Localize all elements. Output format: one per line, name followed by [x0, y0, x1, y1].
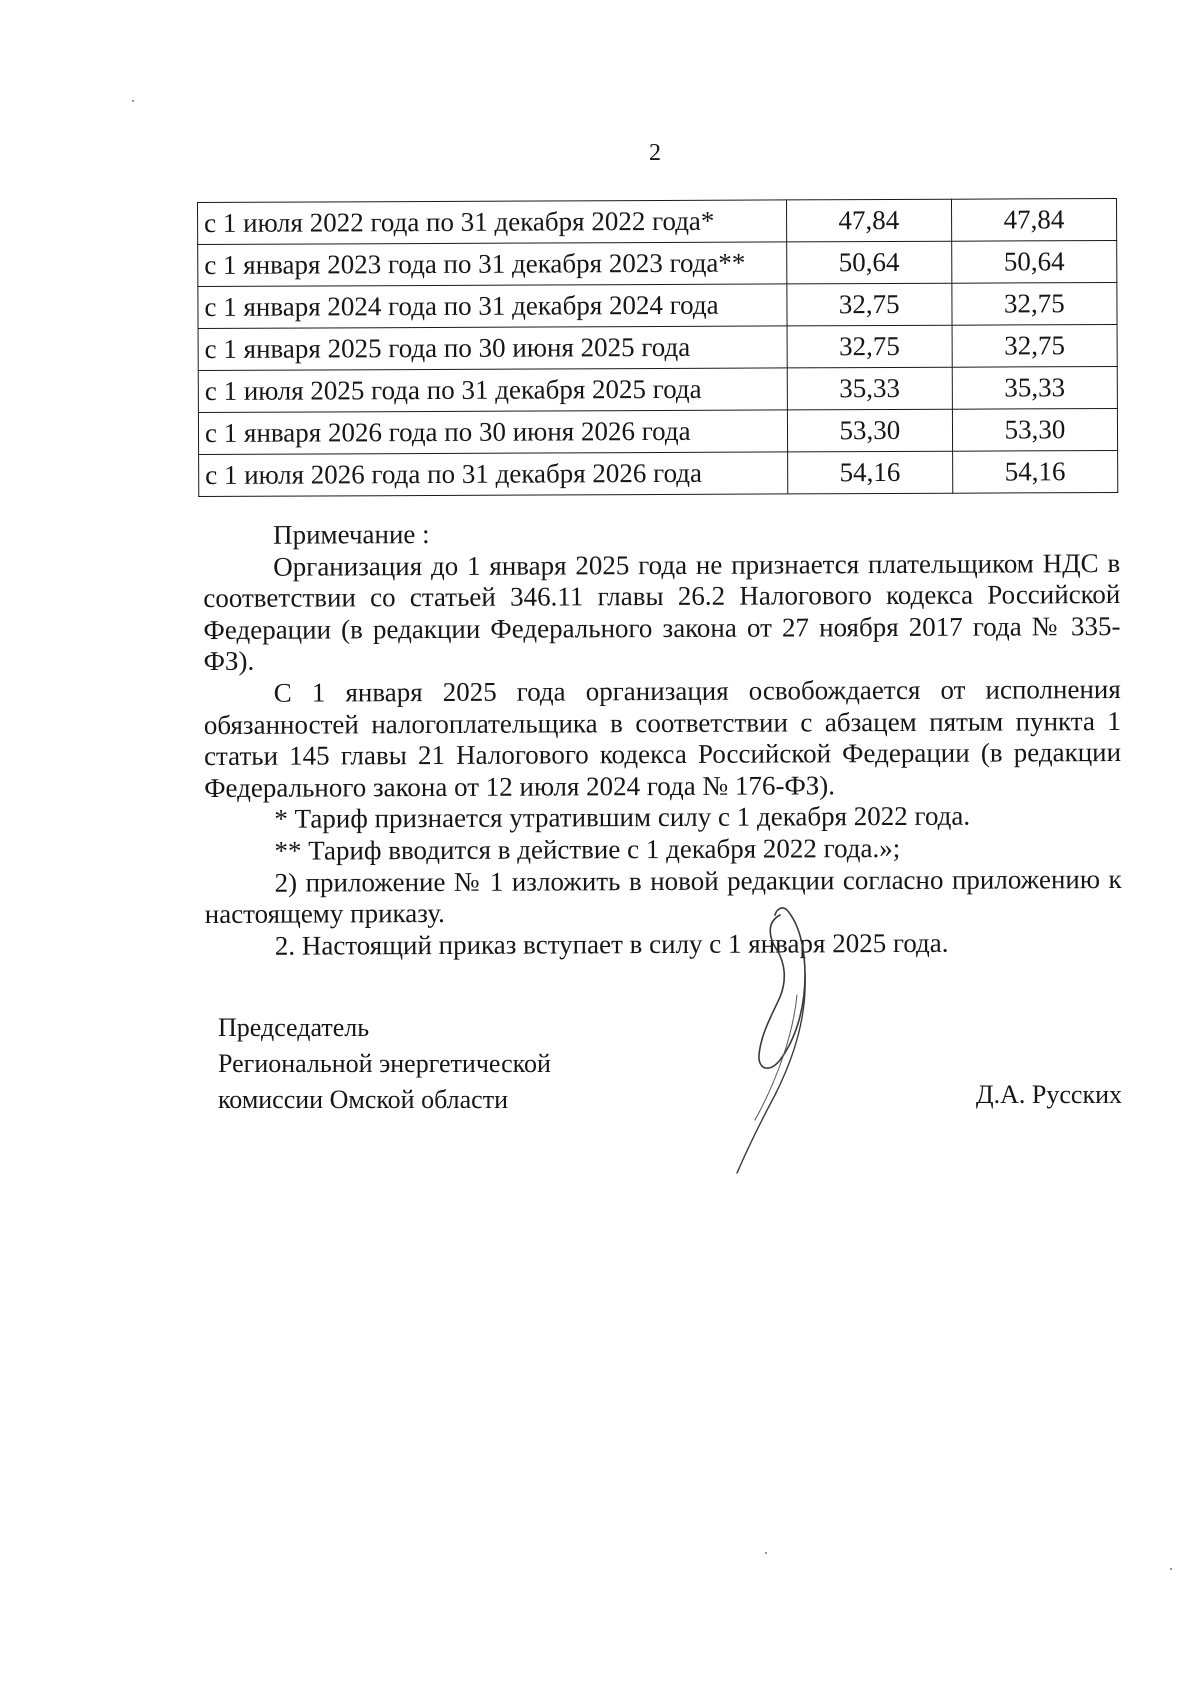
period-cell: с 1 января 2025 года по 30 июня 2025 года	[198, 326, 787, 371]
period-cell: с 1 января 2026 года по 30 июня 2026 года	[198, 410, 787, 455]
table-body	[198, 198, 1118, 496]
scan-speck	[765, 1552, 767, 1554]
note-heading: Примечание :	[272, 519, 430, 550]
handwritten-signature	[725, 905, 865, 1175]
main-text	[203, 516, 1122, 962]
clause-2: 2. Настоящий приказ вступает в силу с 1 января 2025 года.	[274, 927, 949, 961]
table-row	[198, 240, 1117, 286]
value-cell-2: 50,64	[952, 240, 1117, 283]
signatory-title	[218, 1010, 551, 1118]
signatory-title-line-3: комиссии Омской области	[218, 1085, 508, 1114]
value-cell-2: 53,30	[952, 408, 1117, 451]
table-row	[198, 282, 1117, 328]
period-cell: с 1 июля 2026 года по 31 декабря 2026 года	[199, 452, 788, 497]
scan-speck	[132, 100, 134, 102]
value-cell-2: 32,75	[952, 282, 1117, 325]
note-paragraph-2: С 1 января 2025 года организация освобождается от исполнения обязанностей налогоплательщика в соответствии с абзацем пятым пункта 1 статьи 145 главы 21 Налогового кодекса Российской Федерации (в редакции Федерального закона от 12 июля 2024 года № 176-ФЗ).	[203, 673, 1122, 803]
signer-name: Д.А. Русских	[975, 1080, 1122, 1109]
value-cell-1: 50,64	[786, 241, 951, 284]
value-cell-1: 32,75	[787, 325, 952, 368]
table-row	[198, 408, 1117, 454]
tariff-table	[197, 198, 1118, 497]
value-cell-2: 54,16	[952, 450, 1117, 493]
period-cell: с 1 января 2023 года по 31 декабря 2023 года**	[198, 242, 787, 287]
footnote-1: * Тариф признается утратившим силу с 1 декабря 2022 года.	[274, 800, 971, 835]
period-cell: с 1 июля 2022 года по 31 декабря 2022 года*	[198, 200, 787, 245]
table-row	[198, 324, 1117, 370]
value-cell-1: 32,75	[787, 283, 952, 326]
value-cell-2: 47,84	[951, 198, 1116, 241]
table-row	[198, 366, 1117, 412]
period-cell: с 1 января 2024 года по 31 декабря 2024 года	[198, 284, 787, 329]
value-cell-1: 53,30	[787, 409, 952, 452]
scan-speck	[1170, 1568, 1172, 1570]
value-cell-2: 35,33	[952, 366, 1117, 409]
table-row	[198, 198, 1117, 244]
signatory-title-line-2: Региональной энергетической	[218, 1049, 551, 1078]
footnote-2: ** Тариф вводится в действие с 1 декабря 2022 года.»;	[274, 832, 901, 866]
signatory-title-line-1: Председатель	[218, 1013, 370, 1042]
value-cell-2: 32,75	[952, 324, 1117, 367]
table-row	[199, 450, 1118, 496]
value-cell-1: 35,33	[787, 367, 952, 410]
value-cell-1: 47,84	[786, 199, 951, 242]
item-2: 2) приложение № 1 изложить в новой редакции согласно приложению к настоящему приказу.	[204, 863, 1122, 930]
value-cell-1: 54,16	[787, 451, 952, 494]
note-paragraph-1: Организация до 1 января 2025 года не признается плательщиком НДС в соответствии со статьей 346.11 главы 26.2 Налогового кодекса Российской Федерации (в редакции Федерального закона от 27 ноября 2017 года № 335-ФЗ).	[203, 547, 1121, 677]
period-cell: с 1 июля 2025 года по 31 декабря 2025 года	[198, 368, 787, 413]
page-number: 2	[649, 140, 661, 166]
